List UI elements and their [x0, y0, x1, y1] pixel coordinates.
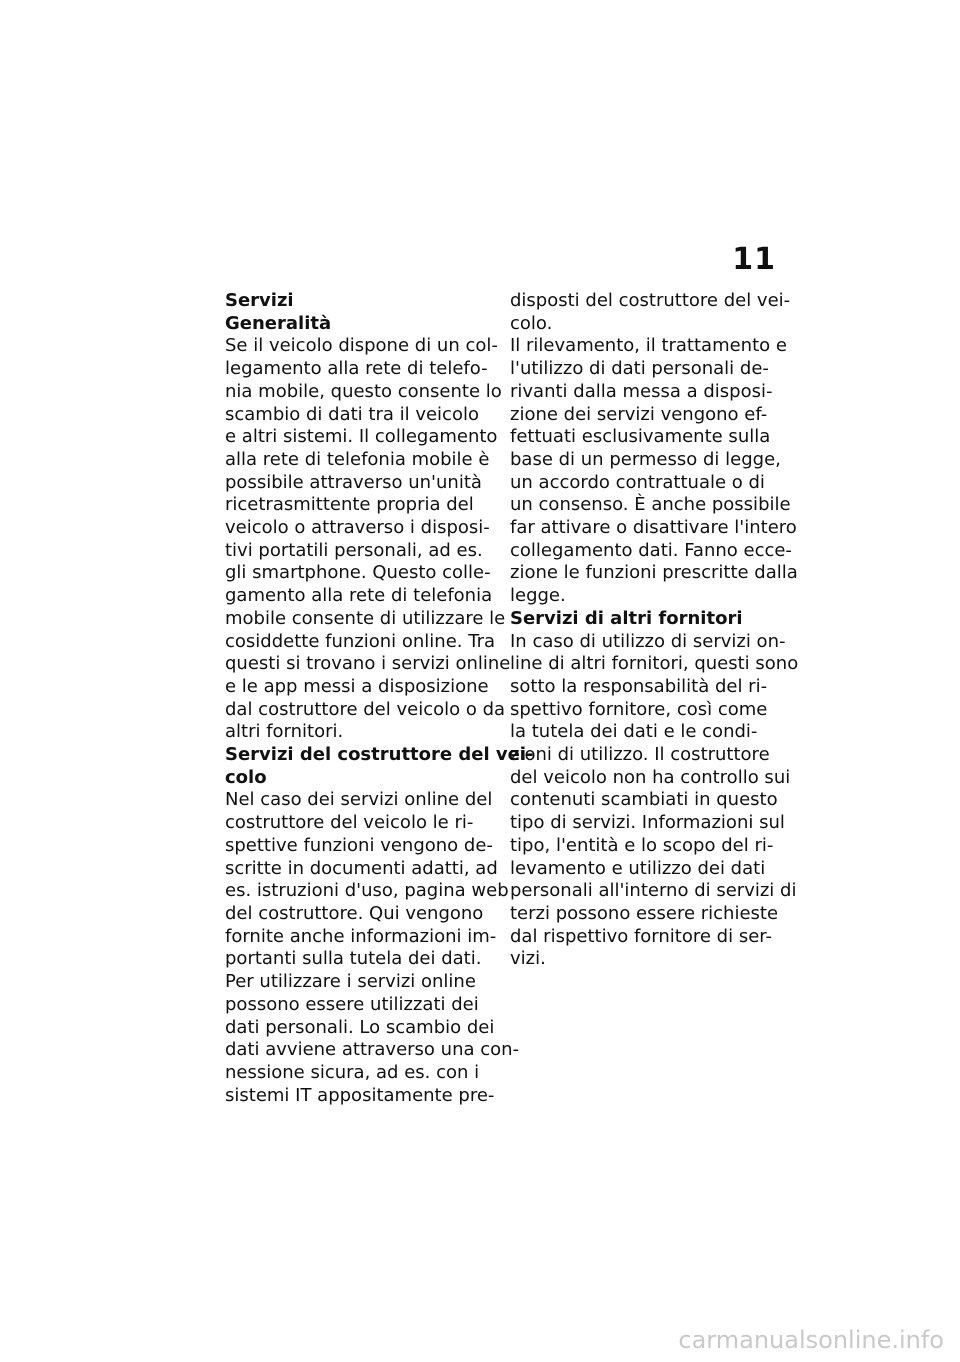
left-text-line: gli smartphone. Questo colle- — [225, 562, 491, 584]
right-text-line: la tutela dei dati e le condi- — [510, 721, 758, 743]
right-text-line: collegamento dati. Fanno ecce- — [510, 539, 792, 561]
right-text-line: dal rispettivo fornitore di ser- — [510, 925, 773, 947]
right-heading-line: Servizi di altri fornitori — [510, 607, 743, 629]
right-text-line: legge. — [510, 585, 566, 607]
right-text-line: disposti del costruttore del vei- — [510, 290, 791, 311]
right-text-line: fettuati esclusivamente sulla — [510, 426, 771, 448]
left-text-line: gamento alla rete di telefonia — [225, 585, 493, 607]
right-text-line: tipo di servizi. Informazioni sul — [510, 812, 785, 834]
right-text-line: spettivo fornitore, così come — [510, 698, 768, 720]
right-text-line: un accordo contrattuale o di — [510, 471, 765, 493]
right-text-line: colo. — [510, 312, 553, 334]
left-text-line: portanti sulla tutela dei dati. — [225, 948, 482, 970]
right-text-line: zioni di utilizzo. Il costruttore — [510, 744, 770, 766]
right-text-line: far attivare o disattivare l'intero — [510, 517, 797, 539]
right-text-line: base di un permesso di legge, — [510, 448, 781, 470]
left-text-line: e altri sistemi. Il collegamento — [225, 426, 498, 448]
left-text-line: dati personali. Lo scambio dei — [225, 1016, 495, 1038]
right-text-line: del veicolo non ha controllo sui — [510, 766, 791, 788]
left-text-line: questi si trovano i servizi online — [225, 653, 511, 675]
left-heading-line: Generalità — [225, 312, 332, 334]
left-text-line: scambio di dati tra il veicolo — [225, 403, 479, 425]
right-text-line: personali all'interno di servizi di — [510, 880, 797, 902]
right-text-line: line di altri fornitori, questi sono — [510, 653, 799, 675]
left-text-line: spettive funzioni vengono de- — [225, 834, 493, 856]
left-text-line: del costruttore. Qui vengono — [225, 902, 484, 924]
left-text-line: sistemi IT appositamente pre- — [225, 1084, 495, 1106]
left-text-line: altri fornitori. — [225, 721, 344, 743]
right-text-line: rivanti dalla messa a disposi- — [510, 380, 773, 402]
left-text-line: veicolo o attraverso i disposi- — [225, 517, 490, 539]
left-text-line: legamento alla rete di telefo- — [225, 358, 488, 380]
left-text-line: scritte in documenti adatti, ad — [225, 857, 498, 879]
right-text-line: contenuti scambiati in questo — [510, 789, 778, 811]
left-text-line: tivi portatili personali, ad es. — [225, 539, 483, 561]
right-text-line: levamento e utilizzo dei dati — [510, 857, 766, 879]
right-text-line: un consenso. È anche possibile — [510, 494, 791, 516]
left-text-line: nia mobile, questo consente lo — [225, 380, 502, 402]
left-column — [225, 290, 534, 1107]
left-text-line: possibile attraverso un'unità — [225, 471, 482, 493]
right-text-line: In caso di utilizzo di servizi on- — [510, 630, 786, 652]
left-text-line: cosiddette funzioni online. Tra — [225, 630, 495, 652]
left-text-line: Nel caso dei servizi online del — [225, 789, 493, 811]
right-text-line: vizi. — [510, 948, 546, 970]
left-text-line: es. istruzioni d'uso, pagina web — [225, 880, 509, 902]
left-heading-line: colo — [225, 766, 267, 788]
right-text-line: Il rilevamento, il trattamento e — [510, 335, 787, 357]
left-heading-line: Servizi del costruttore del vei- — [225, 744, 534, 766]
watermark: carmanualsonline.info — [678, 1326, 944, 1354]
left-text-line: dati avviene attraverso una con- — [225, 1039, 520, 1061]
left-text-line: ricetrasmittente propria del — [225, 494, 474, 516]
left-text-line: possono essere utilizzati dei — [225, 993, 479, 1015]
left-heading-line: Servizi — [225, 290, 294, 311]
right-text-line: tipo, l'entità e lo scopo del ri- — [510, 834, 774, 856]
right-column — [510, 290, 799, 971]
right-text-line: sotto la responsabilità del ri- — [510, 675, 768, 697]
left-text-line: fornite anche informazioni im- — [225, 925, 497, 947]
left-text-line: costruttore del veicolo le ri- — [225, 812, 474, 834]
right-text-line: terzi possono essere richieste — [510, 902, 779, 924]
right-text-line: zione le funzioni prescritte dalla — [510, 562, 798, 584]
left-text-line: Per utilizzare i servizi online — [225, 971, 476, 993]
left-text-line: dal costruttore del veicolo o da — [225, 698, 506, 720]
left-text-line: Se il veicolo dispone di un col- — [225, 335, 498, 357]
right-text-line: zione dei servizi vengono ef- — [510, 403, 768, 425]
left-text-line: mobile consente di utilizzare le — [225, 607, 506, 629]
left-text-line: alla rete di telefonia mobile è — [225, 448, 490, 470]
right-text-line: l'utilizzo di dati personali de- — [510, 358, 769, 380]
page-number: 11 — [732, 242, 776, 277]
left-text-line: nessione sicura, ad es. con i — [225, 1061, 480, 1083]
left-text-line: e le app messi a disposizione — [225, 675, 489, 697]
